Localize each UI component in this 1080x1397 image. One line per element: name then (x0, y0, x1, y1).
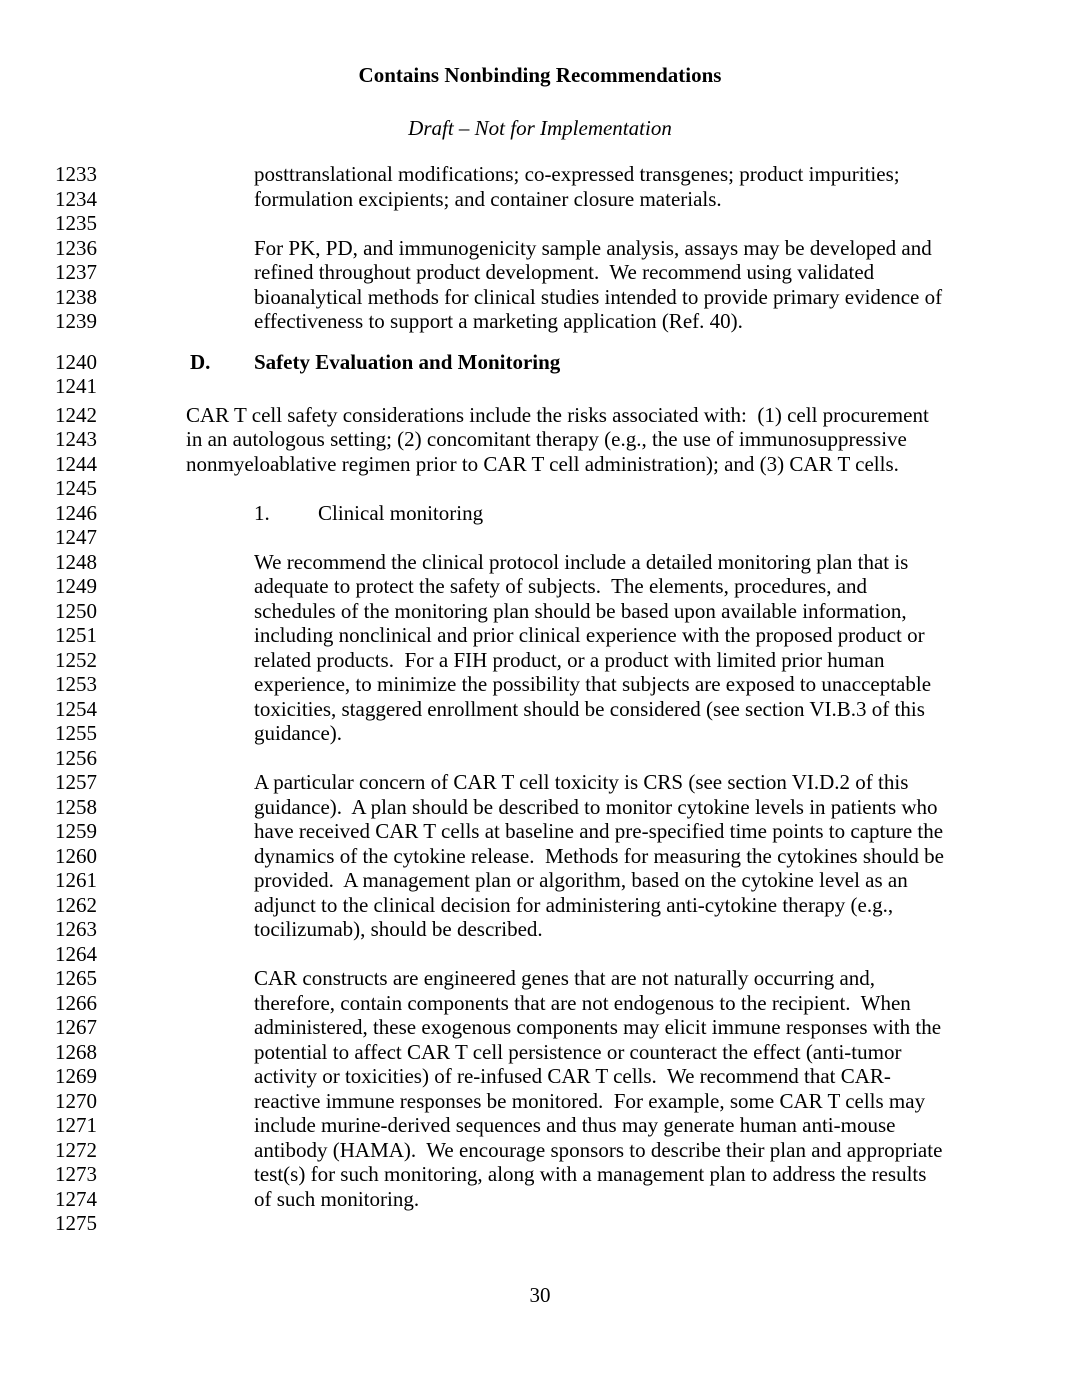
line-text: including nonclinical and prior clinical experience with the proposed product or (254, 623, 925, 647)
document-line (0, 1015, 1080, 1040)
line-number: 1270 (55, 1088, 97, 1113)
line-number: 1274 (55, 1186, 97, 1211)
line-number: 1275 (55, 1211, 97, 1235)
line-number: 1273 (55, 1162, 97, 1186)
line-number: 1255 (55, 721, 97, 745)
line-text: formulation excipients; and container closure materials. (254, 186, 722, 211)
line-number: 1258 (55, 794, 97, 819)
line-number: 1256 (55, 745, 97, 770)
line-number: 1272 (55, 1137, 97, 1162)
document-line (0, 623, 1080, 648)
line-text: A particular concern of CAR T cell toxicity is CRS (see section VI.D.2 of this (254, 770, 909, 794)
document-line (0, 991, 1080, 1016)
line-text: of such monitoring. (254, 1186, 420, 1211)
document-line (0, 917, 1080, 942)
line-number: 1259 (55, 819, 97, 843)
line-text: in an autologous setting; (2) concomitant therapy (e.g., the use of immunosuppressive (186, 427, 907, 451)
document-line (0, 162, 1080, 187)
document-line (0, 1211, 1080, 1236)
document-line (0, 893, 1080, 918)
line-number: 1264 (55, 941, 97, 966)
line-text: We recommend the clinical protocol include a detailed monitoring plan that is (254, 549, 909, 574)
line-number: 1236 (55, 235, 97, 260)
document-line (0, 697, 1080, 722)
line-text: dynamics of the cytokine release. Methods for measuring the cytokines should be (254, 843, 944, 868)
document-line (0, 819, 1080, 844)
document-line (0, 648, 1080, 673)
line-text: effectiveness to support a marketing application (Ref. 40). (254, 309, 743, 333)
line-text: refined throughout product development. We recommend using validated (254, 260, 875, 284)
line-number: 1241 (55, 374, 97, 398)
document-header-title: Contains Nonbinding Recommendations (358, 63, 722, 87)
line-text: potential to affect CAR T cell persistence or counteract the effect (anti-tumor (254, 1039, 902, 1064)
line-text: bioanalytical methods for clinical studies intended to provide primary evidence of (254, 284, 943, 309)
document-line (0, 746, 1080, 771)
line-number: 1246 (55, 500, 97, 525)
document-line (0, 525, 1080, 550)
line-number: 1243 (55, 427, 97, 451)
line-text: activity or toxicities) of re-infused CAR T cells. We recommend that CAR- (254, 1064, 891, 1088)
document-line (0, 1138, 1080, 1163)
document-header-draft-notice: Draft – Not for Implementation (408, 116, 672, 140)
document-line (0, 285, 1080, 310)
line-text: CAR constructs are engineered genes that are not naturally occurring and, (254, 966, 876, 990)
subsection-label: 1. (254, 500, 270, 525)
line-number: 1271 (55, 1113, 97, 1137)
line-text: tocilizumab), should be described. (254, 917, 543, 941)
subsection-heading: Clinical monitoring (318, 500, 484, 525)
document-line (0, 721, 1080, 746)
document-line (0, 1064, 1080, 1089)
line-number: 1253 (55, 672, 97, 696)
document-line (0, 844, 1080, 869)
line-text: have received CAR T cells at baseline and pre-specified time points to capture the (254, 819, 944, 843)
line-number: 1260 (55, 843, 97, 868)
line-number: 1267 (55, 1015, 97, 1039)
document-line (0, 1089, 1080, 1114)
line-text: include murine-derived sequences and thus may generate human anti-mouse (254, 1113, 896, 1137)
document-line (0, 476, 1080, 501)
line-text: related products. For a FIH product, or a product with limited prior human (254, 647, 885, 672)
document-line (0, 236, 1080, 261)
line-number: 1248 (55, 549, 97, 574)
document-line (0, 1040, 1080, 1065)
line-text: For PK, PD, and immunogenicity sample analysis, assays may be developed and (254, 235, 932, 260)
line-number: 1239 (55, 309, 97, 333)
document-line (0, 260, 1080, 285)
line-number: 1269 (55, 1064, 97, 1088)
page-number: 30 (529, 1283, 551, 1307)
document-line (0, 374, 1080, 399)
line-text: reactive immune responses be monitored. For example, some CAR T cells may (254, 1088, 926, 1113)
document-line (0, 452, 1080, 477)
line-number: 1249 (55, 574, 97, 598)
line-number: 1250 (55, 598, 97, 623)
line-number: 1240 (55, 349, 97, 374)
line-number: 1262 (55, 892, 97, 917)
document-body (0, 162, 1080, 1236)
line-number: 1233 (55, 162, 97, 186)
line-number: 1252 (55, 647, 97, 672)
line-number: 1261 (55, 868, 97, 892)
document-line (0, 795, 1080, 820)
document-line (0, 187, 1080, 212)
section-heading: Safety Evaluation and Monitoring (254, 349, 561, 374)
document-line (0, 309, 1080, 334)
line-text: antibody (HAMA). We encourage sponsors to describe their plan and appropriate (254, 1137, 943, 1162)
line-number: 1238 (55, 284, 97, 309)
line-number: 1266 (55, 990, 97, 1015)
line-number: 1242 (55, 402, 97, 427)
document-line (0, 574, 1080, 599)
section-label: D. (190, 349, 211, 374)
line-text: test(s) for such monitoring, along with a management plan to address the results (254, 1162, 927, 1186)
line-text: guidance). A plan should be described to monitor cytokine levels in patients who (254, 794, 938, 819)
document-line (0, 868, 1080, 893)
line-text: provided. A management plan or algorithm, based on the cytokine level as an (254, 868, 908, 892)
line-text: administered, these exogenous components may elicit immune responses with the (254, 1015, 942, 1039)
line-number: 1247 (55, 525, 97, 549)
line-text: adjunct to the clinical decision for administering anti-cytokine therapy (e.g., (254, 892, 894, 917)
line-number: 1237 (55, 260, 97, 284)
line-text: guidance). (254, 721, 343, 745)
line-text: therefore, contain components that are not endogenous to the recipient. When (254, 990, 911, 1015)
document-line (0, 1113, 1080, 1138)
line-text: adequate to protect the safety of subjects. The elements, procedures, and (254, 574, 868, 598)
document-line (0, 427, 1080, 452)
document-line (0, 550, 1080, 575)
document-line (0, 350, 1080, 375)
line-text: nonmyeloablative regimen prior to CAR T cell administration); and (3) CAR T cells. (186, 451, 899, 476)
line-number: 1234 (55, 186, 97, 211)
line-number: 1245 (55, 476, 97, 500)
line-number: 1235 (55, 211, 97, 235)
document-line (0, 501, 1080, 526)
line-number: 1268 (55, 1039, 97, 1064)
document-line (0, 1162, 1080, 1187)
document-line (0, 672, 1080, 697)
line-text: toxicities, staggered enrollment should be considered (see section VI.B.3 of this (254, 696, 925, 721)
document-line (0, 966, 1080, 991)
document-line (0, 942, 1080, 967)
document-line (0, 403, 1080, 428)
line-number: 1263 (55, 917, 97, 941)
document-line (0, 770, 1080, 795)
line-text: CAR T cell safety considerations include the risks associated with: (1) cell procurement (186, 402, 929, 427)
line-number: 1244 (55, 451, 97, 476)
document-line (0, 211, 1080, 236)
document-line (0, 1187, 1080, 1212)
document-line (0, 599, 1080, 624)
line-text: experience, to minimize the possibility that subjects are exposed to unacceptable (254, 672, 932, 696)
line-text: posttranslational modifications; co-expressed transgenes; product impurities; (254, 162, 900, 186)
line-text: schedules of the monitoring plan should be based upon available information, (254, 598, 907, 623)
line-number: 1257 (55, 770, 97, 794)
line-number: 1254 (55, 696, 97, 721)
line-number: 1251 (55, 623, 97, 647)
line-number: 1265 (55, 966, 97, 990)
